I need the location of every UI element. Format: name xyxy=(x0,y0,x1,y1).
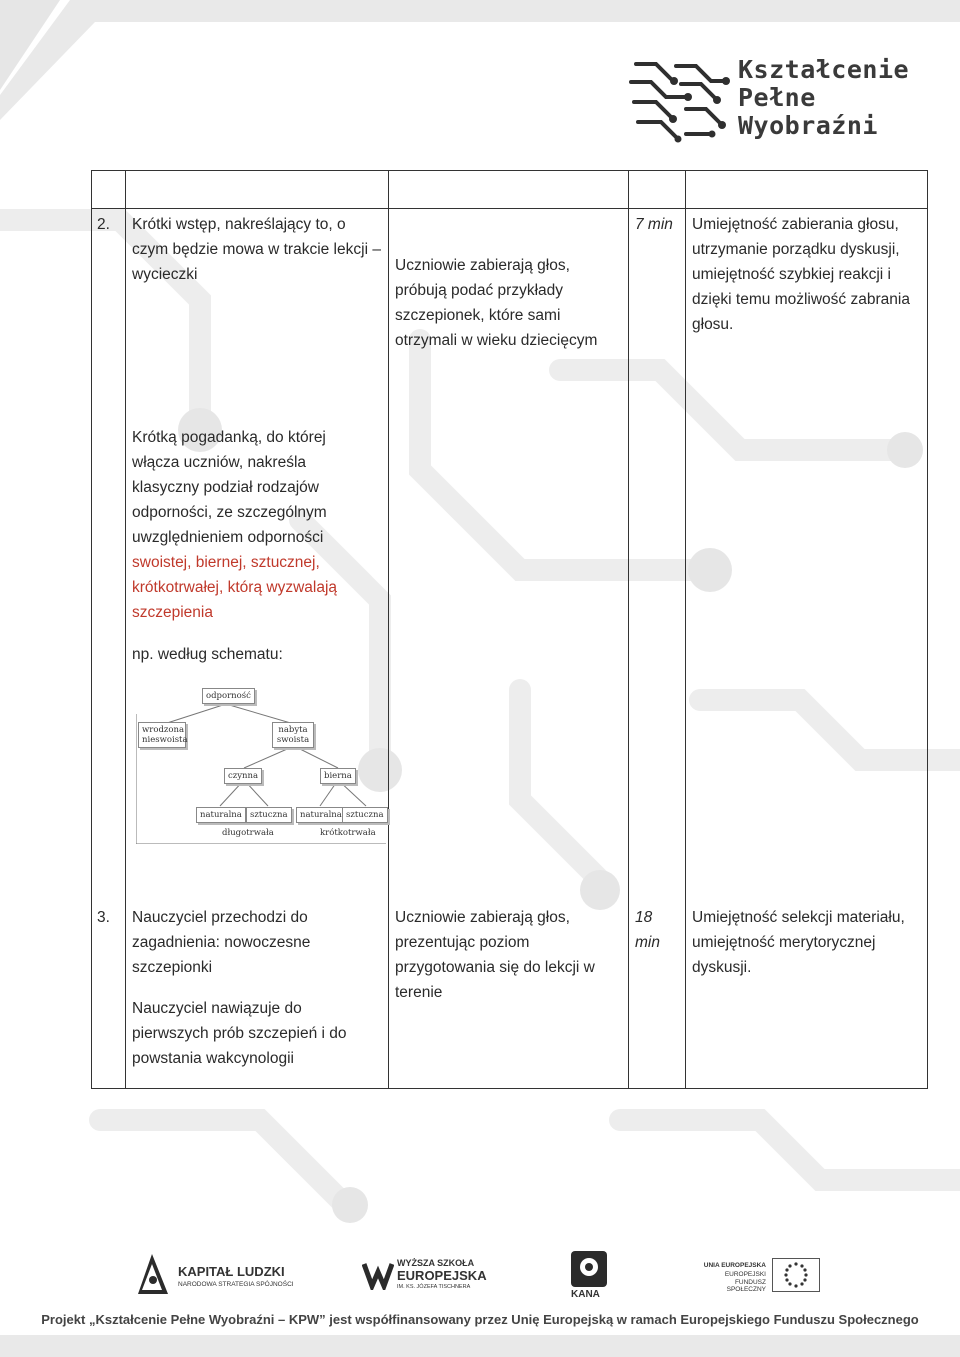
time-value: 18 xyxy=(635,909,653,926)
wse-logo xyxy=(362,1258,487,1298)
scheme-label-long-term: długotrwała xyxy=(222,828,274,838)
scheme-node-artificial: sztuczna xyxy=(246,807,292,823)
teacher-activity-extra xyxy=(132,425,372,625)
scheme-label-short-term: krótkotrwała xyxy=(320,828,376,838)
table-column-divider xyxy=(388,171,389,1088)
skills-description: Umiejętność selekcji materiału, umiejętność merytorycznej dyskusji. xyxy=(692,909,905,976)
student-activity: Uczniowie zabierają głos, prezentując poziom przygotowania się do lekcji w terenie xyxy=(395,909,595,1001)
kana-logo xyxy=(570,1250,608,1302)
circuit-logo-icon xyxy=(626,54,731,144)
brand-line-3: Wyobraźni xyxy=(738,111,878,140)
scheme-node-natural: naturalna xyxy=(296,807,346,823)
kpw-logo xyxy=(626,54,926,144)
wse-line-1: WYŻSZA SZKOŁA xyxy=(397,1258,475,1268)
table-column-divider xyxy=(685,171,686,1088)
immunity-scheme-diagram xyxy=(136,684,386,844)
wse-line-2: EUROPEJSKA xyxy=(397,1268,487,1283)
eu-logo xyxy=(696,1258,826,1298)
footer xyxy=(0,1240,960,1357)
table-row-divider xyxy=(92,208,927,209)
table-column-divider xyxy=(125,171,126,1088)
footer-caption: Projekt „Kształcenie Pełne Wyobraźni – KPW” jest współfinansowany przez Unię Europejską w ramach Europejskiego Funduszu Społecznego xyxy=(41,1312,919,1327)
teacher-activity-extra: Nauczyciel nawiązuje do pierwszych prób szczepień i do powstania wakcynologii xyxy=(132,1000,347,1067)
brand-line-2: Pełne xyxy=(738,83,816,112)
scheme-node-acquired: nabyta swoista xyxy=(272,722,314,748)
teacher-activity: Nauczyciel przechodzi do zagadnienia: nowoczesne szczepionki xyxy=(132,909,311,976)
kapital-ludzki-emblem-icon xyxy=(132,1250,174,1296)
eu-line-2: EUROPEJSKI xyxy=(724,1271,766,1278)
kapital-ludzki-subtitle: NARODOWA STRATEGIA SPÓJNOŚCI xyxy=(178,1281,294,1288)
wse-emblem-icon xyxy=(362,1260,394,1290)
scheme-node-artificial: sztuczna xyxy=(342,807,388,823)
table-column-divider xyxy=(628,171,629,1088)
teacher-extra-text: Krótką pogadanką, do której włącza uczniów, nakreśla klasyczny podział rodzajów odporności, ze szczególnym uwzględnieniem odporności xyxy=(132,429,327,546)
eu-flag-icon xyxy=(772,1258,820,1292)
scheme-intro: np. według schematu: xyxy=(132,646,283,663)
highlighted-immunity-types: swoistej, biernej, sztucznej, krótkotrwałej, którą wyzwalają szczepienia xyxy=(132,554,338,621)
wse-line-3: IM. KS. JÓZEFA TISCHNERA xyxy=(397,1284,471,1290)
kana-emblem-icon xyxy=(570,1250,608,1288)
eu-line-3: FUNDUSZ SPOŁECZNY xyxy=(726,1279,766,1293)
student-activity: Uczniowie zabierają głos, próbują podać przykłady szczepionek, które sami otrzymali w wieku dziecięcym xyxy=(395,257,598,349)
kana-label: KANA xyxy=(571,1289,600,1300)
time-value: 7 min xyxy=(635,216,673,233)
eu-line-1: UNIA EUROPEJSKA xyxy=(703,1262,766,1269)
kapital-ludzki-title: KAPITAŁ LUDZKI xyxy=(178,1264,285,1279)
time-unit: min xyxy=(635,934,660,951)
lesson-plan-table xyxy=(91,170,928,1089)
scheme-node-active: czynna xyxy=(224,768,262,784)
scheme-node-root: odporność xyxy=(202,688,255,704)
row-number: 3. xyxy=(97,909,110,926)
scheme-node-innate: wrodzona nieswoista xyxy=(138,722,186,748)
scheme-node-passive: bierna xyxy=(320,768,356,784)
kapital-ludzki-logo xyxy=(132,1250,302,1300)
row-number: 2. xyxy=(97,216,110,233)
skills-description: Umiejętność zabierania głosu, utrzymanie porządku dyskusji, umiejętność szybkiej reakcji i dzięki temu możliwość zabrania głosu. xyxy=(692,216,910,333)
brand-line-1: Kształcenie xyxy=(738,55,910,84)
teacher-activity: Krótki wstęp, nakreślający to, o czym będzie mowa w trakcie lekcji – wycieczki xyxy=(132,216,381,283)
scheme-node-natural: naturalna xyxy=(196,807,246,823)
